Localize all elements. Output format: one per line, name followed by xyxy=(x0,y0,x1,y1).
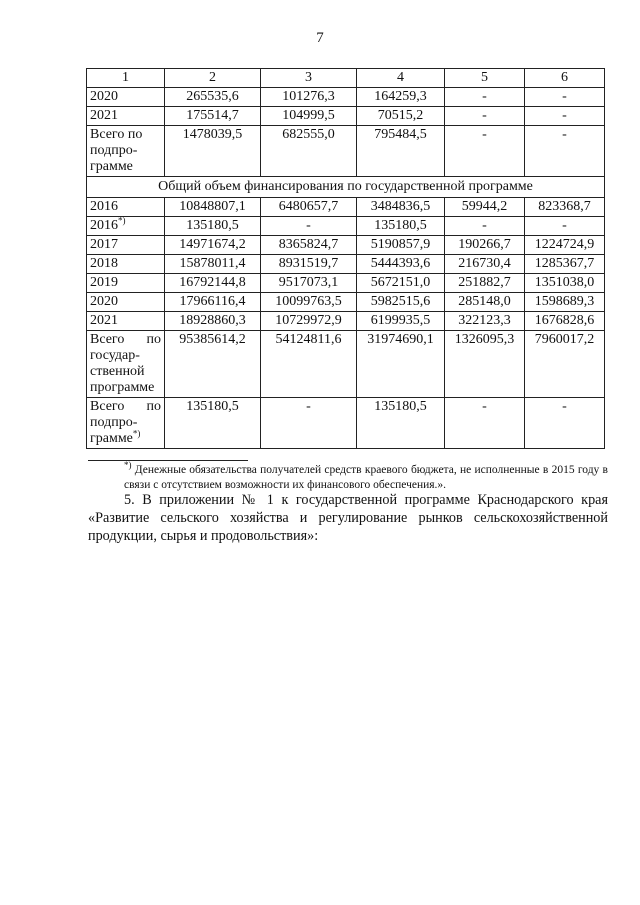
value-cell: 17966116,4 xyxy=(165,293,261,312)
value-cell: 104999,5 xyxy=(261,107,357,126)
row-label xyxy=(87,126,165,177)
row-label-text: Всего по государ-ственной программе xyxy=(90,332,161,395)
table-row xyxy=(87,217,605,236)
year-cell: 2021 xyxy=(87,107,165,126)
value-cell: 16792144,8 xyxy=(165,274,261,293)
value-cell: 95385614,2 xyxy=(165,331,261,398)
footnote-mark: *) xyxy=(124,460,132,471)
value-cell: 1285367,7 xyxy=(525,255,605,274)
row-label-text: Всего по подпро-грамме xyxy=(90,399,161,446)
table-row xyxy=(87,293,605,312)
year-cell xyxy=(87,236,165,255)
value-cell: 135180,5 xyxy=(357,217,445,236)
row-label xyxy=(87,331,165,398)
year-text: 2019 xyxy=(90,275,118,290)
value-cell: 6480657,7 xyxy=(261,198,357,217)
column-number: 5 xyxy=(445,69,525,88)
footnote-text: Денежные обязательства получателей средств краевого бюджета, не исполненные в 2015 году в связи с отсутствием возможности их финансового обеспечения.». xyxy=(124,464,608,491)
value-cell: - xyxy=(445,126,525,177)
year-text: 2020 xyxy=(90,294,118,309)
year-cell xyxy=(87,198,165,217)
value-cell: - xyxy=(525,88,605,107)
value-cell: 5982515,6 xyxy=(357,293,445,312)
value-cell: 31974690,1 xyxy=(357,331,445,398)
value-cell: - xyxy=(525,107,605,126)
value-cell: 59944,2 xyxy=(445,198,525,217)
table-header-row xyxy=(87,69,605,88)
value-cell: 14971674,2 xyxy=(165,236,261,255)
value-cell: 5672151,0 xyxy=(357,274,445,293)
value-cell: 3484836,5 xyxy=(357,198,445,217)
year-cell xyxy=(87,217,165,236)
value-cell: 251882,7 xyxy=(445,274,525,293)
value-cell: 190266,7 xyxy=(445,236,525,255)
footnote-separator xyxy=(88,460,248,461)
value-cell: 8365824,7 xyxy=(261,236,357,255)
value-cell: 18928860,3 xyxy=(165,312,261,331)
value-cell: - xyxy=(261,217,357,236)
state-total-row xyxy=(87,331,605,398)
value-cell: 682555,0 xyxy=(261,126,357,177)
value-cell: 10099763,5 xyxy=(261,293,357,312)
value-cell: 175514,7 xyxy=(165,107,261,126)
value-cell: 1676828,6 xyxy=(525,312,605,331)
year-text: 2017 xyxy=(90,237,118,252)
section-title-row xyxy=(87,177,605,198)
table-row xyxy=(87,312,605,331)
table-row xyxy=(87,88,605,107)
value-cell: 135180,5 xyxy=(165,217,261,236)
year-cell xyxy=(87,293,165,312)
year-cell xyxy=(87,274,165,293)
section-title: Общий объем финансирования по государственной программе xyxy=(87,177,605,198)
table-row xyxy=(87,107,605,126)
value-cell: - xyxy=(261,398,357,449)
value-cell: - xyxy=(445,398,525,449)
year-text: 2016 xyxy=(90,218,118,233)
value-cell: 10848807,1 xyxy=(165,198,261,217)
column-number: 1 xyxy=(87,69,165,88)
value-cell: 10729972,9 xyxy=(261,312,357,331)
value-cell: 6199935,5 xyxy=(357,312,445,331)
value-cell: 1351038,0 xyxy=(525,274,605,293)
value-cell: - xyxy=(525,398,605,449)
table-row xyxy=(87,255,605,274)
financing-table-wrapper xyxy=(86,68,604,449)
table-row xyxy=(87,198,605,217)
value-cell: 285148,0 xyxy=(445,293,525,312)
year-cell: 2020 xyxy=(87,88,165,107)
year-cell xyxy=(87,312,165,331)
value-cell: 216730,4 xyxy=(445,255,525,274)
row-label xyxy=(87,398,165,449)
value-cell: - xyxy=(445,88,525,107)
page-number: 7 xyxy=(316,30,324,46)
value-cell: 54124811,6 xyxy=(261,331,357,398)
value-cell: - xyxy=(525,126,605,177)
amendment-paragraph xyxy=(88,491,608,545)
footnote xyxy=(88,460,608,493)
subprogram-total-row xyxy=(87,126,605,177)
value-cell: 1598689,3 xyxy=(525,293,605,312)
year-text: 2021 xyxy=(90,313,118,328)
year-text: 2016 xyxy=(90,199,118,214)
value-cell: 164259,3 xyxy=(357,88,445,107)
value-cell: 5444393,6 xyxy=(357,255,445,274)
column-number: 6 xyxy=(525,69,605,88)
value-cell: - xyxy=(445,107,525,126)
value-cell: 15878011,4 xyxy=(165,255,261,274)
value-cell: 135180,5 xyxy=(357,398,445,449)
value-cell: 1478039,5 xyxy=(165,126,261,177)
value-cell: 70515,2 xyxy=(357,107,445,126)
subprogram-deferred-total-row xyxy=(87,398,605,449)
year-cell xyxy=(87,255,165,274)
footnote-ref: *) xyxy=(118,216,126,226)
value-cell: 795484,5 xyxy=(357,126,445,177)
value-cell: 7960017,2 xyxy=(525,331,605,398)
table-row xyxy=(87,236,605,255)
amendment-text: 5. В приложении № 1 к государственной программе Краснодарского края «Развитие сельского хозяйства и регулирование рынков сельскохозяйственной продукции, сырья и продовольствия»: xyxy=(88,492,608,544)
value-cell: 9517073,1 xyxy=(261,274,357,293)
footnote-ref: *) xyxy=(132,428,141,439)
column-number: 2 xyxy=(165,69,261,88)
value-cell: 5190857,9 xyxy=(357,236,445,255)
value-cell: 135180,5 xyxy=(165,398,261,449)
year-text: 2018 xyxy=(90,256,118,271)
value-cell: - xyxy=(445,217,525,236)
value-cell: - xyxy=(525,217,605,236)
value-cell: 8931519,7 xyxy=(261,255,357,274)
financing-table xyxy=(86,68,605,449)
column-number: 4 xyxy=(357,69,445,88)
value-cell: 1326095,3 xyxy=(445,331,525,398)
table-row xyxy=(87,274,605,293)
value-cell: 322123,3 xyxy=(445,312,525,331)
value-cell: 101276,3 xyxy=(261,88,357,107)
value-cell: 1224724,9 xyxy=(525,236,605,255)
row-label-text: Всего по подпро-грамме xyxy=(90,127,143,174)
value-cell: 823368,7 xyxy=(525,198,605,217)
value-cell: 265535,6 xyxy=(165,88,261,107)
column-number: 3 xyxy=(261,69,357,88)
